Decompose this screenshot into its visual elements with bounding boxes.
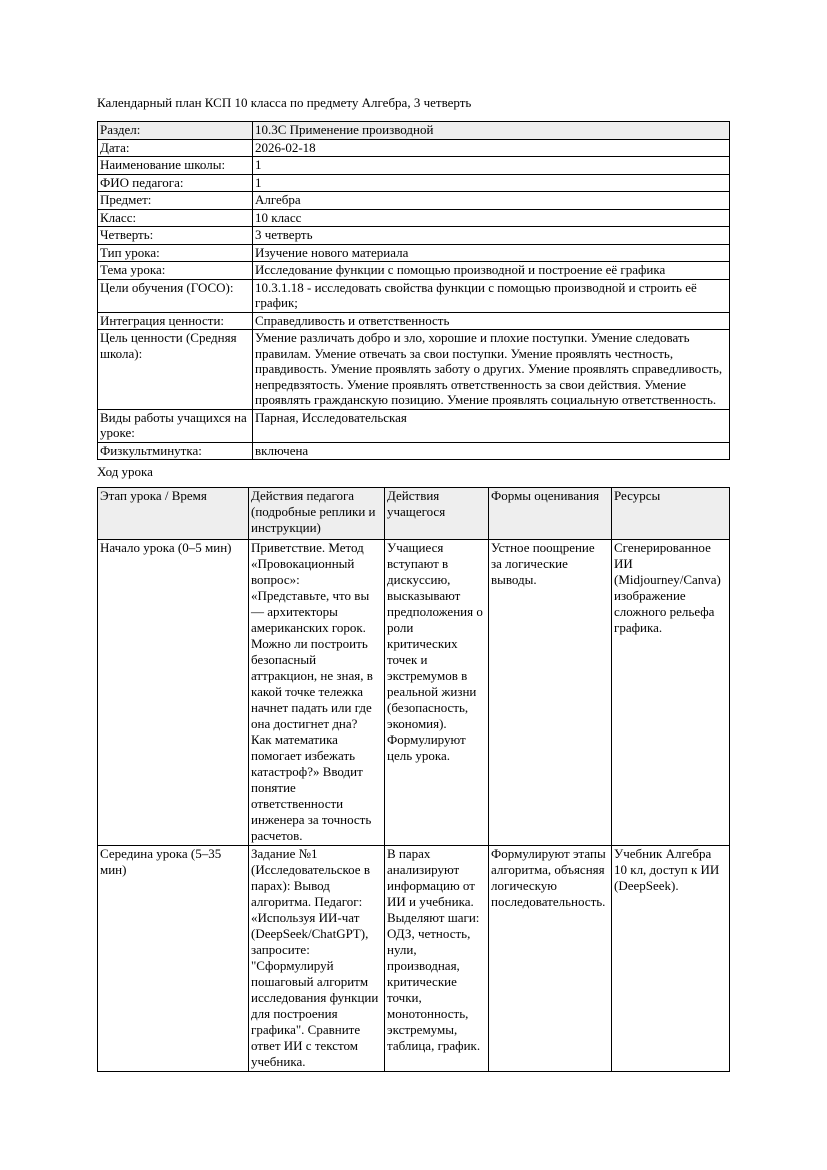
table-row [98,139,730,157]
table-row [98,312,730,330]
info-value: Парная, Исследовательская [253,409,730,442]
info-value: Алгебра [253,192,730,210]
info-label: Тип урока: [98,244,253,262]
lesson-flow-table [97,487,730,1072]
table-row [98,846,730,1072]
cell-assessment: Формулируют этапы алгоритма, объясняя логическую последовательность. [489,846,612,1072]
info-label: Дата: [98,139,253,157]
table-row [98,540,730,846]
header-assessment: Формы оценивания [489,488,612,540]
info-label: Цель ценности (Средняя школа): [98,330,253,410]
table-row [98,244,730,262]
header-student-actions: Действия учащегося [385,488,489,540]
table-row [98,192,730,210]
page-title: Календарный план КСП 10 класса по предмету Алгебра, 3 четверть [97,95,472,110]
info-value: 3 четверть [253,227,730,245]
table-row [98,157,730,175]
table-row [98,122,730,140]
info-value: 1 [253,157,730,175]
info-label: Четверть: [98,227,253,245]
info-label: ФИО педагога: [98,174,253,192]
info-label: Тема урока: [98,262,253,280]
table-header-row [98,488,730,540]
header-resources: Ресурсы [612,488,730,540]
info-label: Класс: [98,209,253,227]
table-row [98,279,730,312]
info-label: Цели обучения (ГОСО): [98,279,253,312]
cell-teacher-actions: Задание №1 (Исследовательское в парах): Вывод алгоритма. Педагог: «Используя ИИ-чат (DeepSeek/ChatGPT), запросите: "Сформулируй пошаговый алгоритм исследования функции для построения графика". Сравните ответ ИИ с текстом учебника. [249,846,385,1072]
table-row [98,409,730,442]
info-value: включена [253,442,730,460]
table-row [98,442,730,460]
cell-student-actions: В парах анализируют информацию от ИИ и учебника. Выделяют шаги: ОДЗ, четность, нули, производная, критические точки, монотонность, экстремумы, таблица, график. [385,846,489,1072]
info-value: Умение различать добро и зло, хорошие и плохие поступки. Умение следовать правилам. Умение отвечать за свои поступки. Умение проявлять честность, правдивость. Умение проявлять заботу о других. Умение проявлять справедливость, непредвзятость. Умение проявлять ответственность за свои действия. Умение проявлять гражданскую позицию. Умение проявлять социальную ответственность. [253,330,730,410]
cell-assessment: Устное поощрение за логические выводы. [489,540,612,846]
header-teacher-actions: Действия педагога (подробные реплики и инструкции) [249,488,385,540]
info-value: Изучение нового материала [253,244,730,262]
info-value: 10 класс [253,209,730,227]
table-row [98,209,730,227]
info-label: Наименование школы: [98,157,253,175]
info-value: 10.3C Применение производной [253,122,730,140]
info-label: Предмет: [98,192,253,210]
cell-teacher-actions: Приветствие. Метод «Провокационный вопрос»: «Представьте, что вы — архитекторы американских горок. Можно ли построить безопасный аттракцион, не зная, в какой точке тележка начнет падать или где она достигнет дна? Как математика помогает избежать катастроф?» Вводит понятие ответственности инженера за точность расчетов. [249,540,385,846]
info-label: Интеграция ценности: [98,312,253,330]
info-value: Справедливость и ответственность [253,312,730,330]
info-value: 10.3.1.18 - исследовать свойства функции с помощью производной и строить её график; [253,279,730,312]
document-page [97,95,729,1072]
table-row [98,174,730,192]
header-stage: Этап урока / Время [98,488,249,540]
cell-resources: Учебник Алгебра 10 кл, доступ к ИИ (DeepSeek). [612,846,730,1072]
info-value: 1 [253,174,730,192]
table-row [98,262,730,280]
lesson-info-table [97,121,730,460]
info-label: Виды работы учащихся на уроке: [98,409,253,442]
info-value: Исследование функции с помощью производной и построение её графика [253,262,730,280]
cell-resources: Сгенерированное ИИ (Midjourney/Canva) изображение сложного рельефа графика. [612,540,730,846]
cell-student-actions: Учащиеся вступают в дискуссию, высказывают предположения о роли критических точек и экстремумов в реальной жизни (безопасность, экономия). Формулируют цель урока. [385,540,489,846]
section-heading: Ход урока [97,464,153,479]
table-row [98,330,730,410]
cell-stage: Середина урока (5–35 мин) [98,846,249,1072]
cell-stage: Начало урока (0–5 мин) [98,540,249,846]
info-value: 2026-02-18 [253,139,730,157]
info-label: Физкультминутка: [98,442,253,460]
table-row [98,227,730,245]
info-label: Раздел: [98,122,253,140]
